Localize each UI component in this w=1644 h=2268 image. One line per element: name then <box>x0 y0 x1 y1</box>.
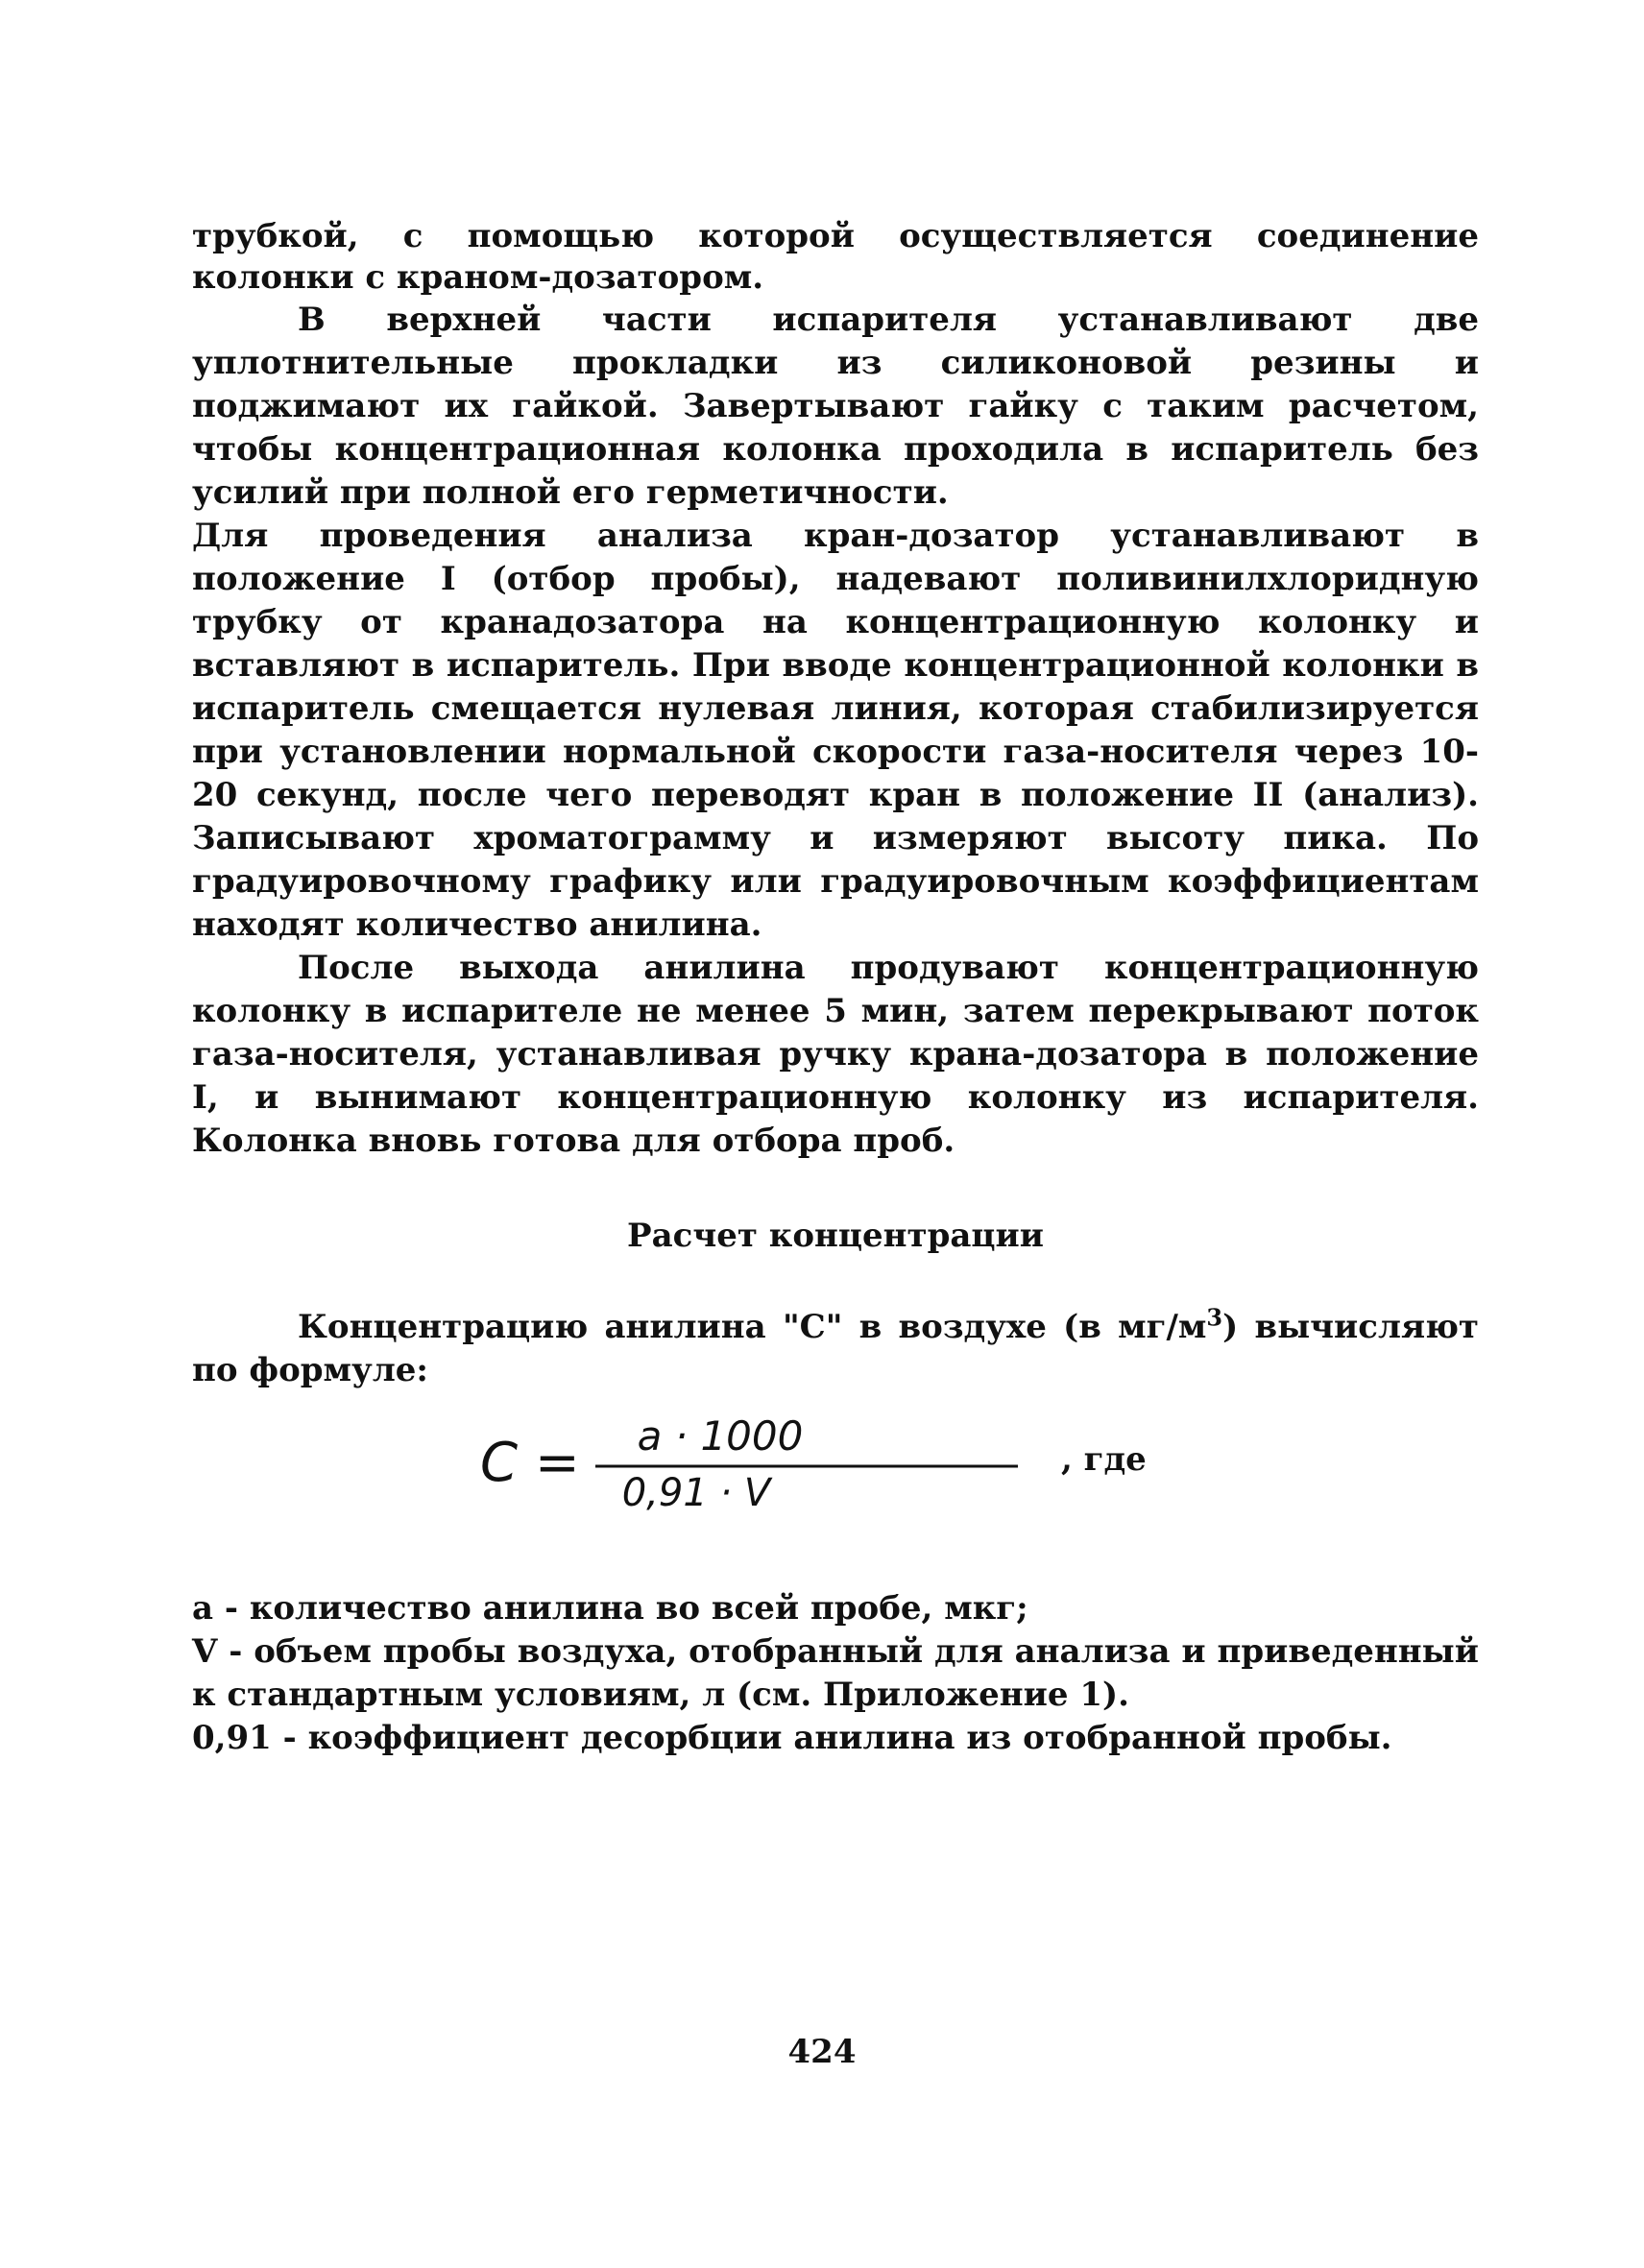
paragraph-analysis-procedure: Для проведения анализа кран-дозатор устанавливают в положение I (отбор пробы), надевают поливинилхлоридную трубку от кранадозатора на концентрационную колонку и вставляют в испаритель. При вводе концентрационной колонки в испаритель смещается нулевая линия, которая стабилизируется при установлении нормальной скорости газа-носителя через 10-20 секунд, после чего переводят кран в положение II (анализ). Записывают хроматограмму и измеряют высоту пика. По градуировочному графику или градуировочным коэффициентам находят количество анилина. <box>192 517 1479 944</box>
definition-v: V - объем пробы воздуха, отобранный для анализа и приведенный к стандартным условиям, л (см. Приложение 1). <box>192 1632 1479 1714</box>
concentration-formula <box>480 1402 1018 1522</box>
definitions-list <box>192 1587 1479 1760</box>
formula-row <box>192 1402 1479 1522</box>
document-page <box>192 216 1479 1760</box>
formula-denominator: 0,91 · V <box>621 1471 771 1515</box>
superscript-three: 3 <box>1206 1303 1223 1332</box>
definition-a: а - количество анилина во всей пробе, мкг; <box>192 1589 1028 1628</box>
formula-lhs: C = <box>480 1432 580 1494</box>
formula-intro-tail: ) вычисляют по формуле: <box>192 1308 1479 1389</box>
definition-coefficient: 0,91 - коэффициент десорбции анилина из отобранной пробы. <box>192 1719 1392 1757</box>
paragraph-continued: трубкой, с помощью которой осуществляется соединение колонки с краном-дозатором. <box>192 217 1479 297</box>
formula-numerator: a · 1000 <box>637 1412 804 1460</box>
formula-intro <box>192 1303 1479 1392</box>
formula-where: , где <box>1061 1440 1147 1479</box>
paragraph-evaporator-gaskets: В верхней части испарителя устанавливают две уплотнительные прокладки из силиконовой резины и поджимают их гайкой. Завертывают гайку с таким расчетом, чтобы концентрационная колонка проходила в испаритель без усилий при полной его герметичности. <box>192 301 1479 512</box>
section-heading: Расчет концентрации <box>627 1217 1044 1255</box>
paragraph-after-aniline-exit: После выхода анилина продувают концентрационную колонку в испарителе не менее 5 мин, затем перекрывают поток газа-носителя, устанавливая ручку крана-дозатора в положение I, и вынимают концентрационную колонку из испарителя. Колонка вновь готова для отбора проб. <box>192 949 1479 1160</box>
page-number: 424 <box>787 2033 857 2071</box>
formula-intro-text: Концентрацию анилина "С" в воздухе (в мг/м <box>298 1308 1207 1346</box>
